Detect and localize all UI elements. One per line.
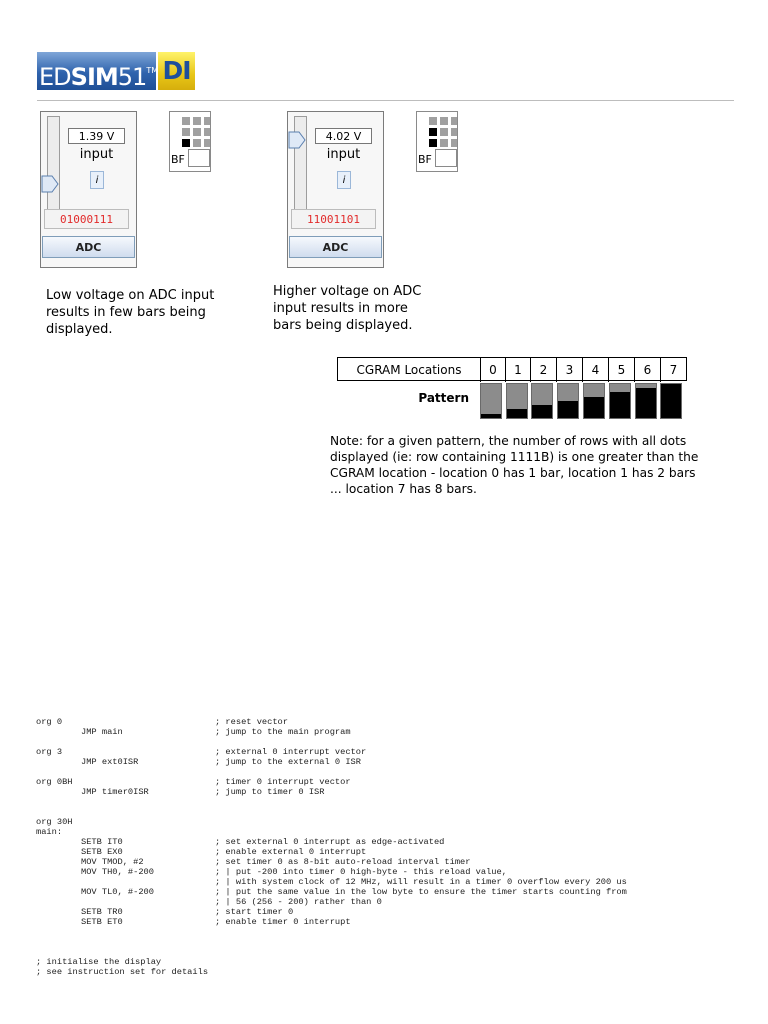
- note-line: displayed (ie: row containing 1111B) is one greater than the: [330, 450, 699, 464]
- cgram-pattern-fill: [636, 388, 656, 418]
- lcd-cell: [440, 117, 448, 125]
- lcd-cell: [204, 117, 210, 125]
- caption-line: Low voltage on ADC input: [46, 288, 215, 303]
- lcd-cell: [193, 139, 201, 147]
- input-label: input: [326, 147, 361, 162]
- cgram-pattern: [506, 383, 528, 419]
- caption-line: bars being displayed.: [273, 318, 413, 333]
- code-comment: ; reset vector: [215, 717, 288, 727]
- lcd-preview-high: [416, 111, 458, 172]
- cgram-location: 1: [505, 358, 530, 382]
- lcd-cell: [204, 139, 210, 147]
- lcd-cell-bar: [429, 139, 437, 147]
- code-comment: ; set external 0 interrupt as edge-activated: [215, 837, 445, 847]
- cgram-location: 7: [660, 358, 686, 382]
- logo-text-51: 51: [117, 63, 147, 91]
- cgram-pattern: [557, 383, 579, 419]
- logo-di: DI: [158, 52, 195, 90]
- cgram-location: 5: [608, 358, 634, 382]
- code-comment: ; | put -200 into timer 0 high-byte - this reload value,: [215, 867, 507, 877]
- caption-low-voltage: [46, 287, 246, 338]
- code-comment: ; jump to timer 0 ISR: [215, 787, 325, 797]
- caption-line: displayed.: [46, 322, 113, 337]
- adc-slider-track[interactable]: [47, 116, 60, 222]
- cgram-location: 2: [530, 358, 556, 382]
- lcd-cell: [182, 128, 190, 136]
- lcd-cell-bar: [182, 139, 190, 147]
- cgram-pattern-label: Pattern: [418, 391, 469, 405]
- lcd-preview-low: [169, 111, 211, 172]
- note-line: CGRAM location - location 0 has 1 bar, location 1 has 2 bars: [330, 466, 696, 480]
- note-line: Note: for a given pattern, the number of rows with all dots: [330, 434, 687, 448]
- caption-high-voltage: [273, 283, 473, 334]
- adc-panel-low: [40, 111, 137, 268]
- code-label: org 3: [36, 747, 63, 757]
- busy-flag-label: BF: [171, 153, 185, 166]
- code-label: main:: [36, 827, 63, 837]
- adc-binary-value: 11001101: [291, 209, 376, 229]
- code-instruction: SETB TR0: [81, 907, 123, 917]
- cgram-pattern-fill: [481, 414, 501, 418]
- cgram-pattern: [480, 383, 502, 419]
- lcd-cell: [451, 117, 457, 125]
- caption-line: results in few bars being: [46, 305, 206, 320]
- cgram-pattern-fill: [661, 384, 681, 418]
- code-instruction: SETB EX0: [81, 847, 123, 857]
- logo-tm: TM: [146, 66, 159, 75]
- code-comment: ; set timer 0 as 8-bit auto-reload interval timer: [215, 857, 471, 867]
- cgram-pattern-fill: [532, 405, 552, 418]
- code-comment: ; enable timer 0 interrupt: [215, 917, 351, 927]
- voltage-display: 1.39 V: [68, 128, 125, 144]
- adc-slider-thumb[interactable]: [288, 131, 306, 149]
- busy-flag-box: [435, 149, 457, 167]
- cgram-location: 3: [556, 358, 582, 382]
- lcd-cell: [204, 128, 210, 136]
- cgram-table: [337, 357, 687, 421]
- code-comment: ; | put the same value in the low byte to ensure the timer starts counting from: [215, 887, 627, 897]
- code-instruction: SETB ET0: [81, 917, 123, 927]
- cgram-pattern: [660, 383, 682, 419]
- note-paragraph: [330, 433, 725, 497]
- info-button[interactable]: i: [337, 171, 351, 189]
- code-instruction: SETB IT0: [81, 837, 123, 847]
- code-instruction: MOV TH0, #-200: [81, 867, 154, 877]
- lcd-cell-bar: [429, 128, 437, 136]
- logo-edsim51: [37, 52, 159, 91]
- caption-line: Higher voltage on ADC: [273, 284, 422, 299]
- input-label: input: [79, 147, 114, 162]
- lcd-cell: [193, 128, 201, 136]
- lcd-cell: [182, 117, 190, 125]
- code-instruction: MOV TMOD, #2: [81, 857, 144, 867]
- code-comment: ; | 56 (256 - 200) rather than 0: [215, 897, 382, 907]
- adc-panel-high: [287, 111, 384, 268]
- adc-button[interactable]: ADC: [289, 236, 382, 258]
- lcd-cell: [429, 117, 437, 125]
- busy-flag-label: BF: [418, 153, 432, 166]
- lcd-cell: [440, 139, 448, 147]
- code-label: ; initialise the display: [36, 957, 162, 967]
- info-button[interactable]: i: [90, 171, 104, 189]
- cgram-pattern: [531, 383, 553, 419]
- code-instruction: JMP main: [81, 727, 123, 737]
- note-line: ... location 7 has 8 bars.: [330, 482, 477, 496]
- code-comment: ; jump to the external 0 ISR: [215, 757, 361, 767]
- adc-button[interactable]: ADC: [42, 236, 135, 258]
- cgram-location: 6: [634, 358, 660, 382]
- code-instruction: MOV TL0, #-200: [81, 887, 154, 897]
- code-label: org 30H: [36, 817, 73, 827]
- lcd-cell: [451, 128, 457, 136]
- code-comment: ; enable external 0 interrupt: [215, 847, 367, 857]
- cgram-pattern-fill: [507, 409, 527, 418]
- cgram-header-label: CGRAM Locations: [356, 363, 462, 377]
- busy-flag-box: [188, 149, 210, 167]
- cgram-pattern: [583, 383, 605, 419]
- edsim51-di-logo: [37, 52, 195, 90]
- code-label: org 0BH: [36, 777, 73, 787]
- cgram-pattern: [609, 383, 631, 419]
- code-comment: ; start timer 0: [215, 907, 294, 917]
- logo-text-sim: SIM: [70, 63, 118, 91]
- lcd-cell: [451, 139, 457, 147]
- cgram-location: 0: [480, 358, 505, 382]
- code-instruction: JMP timer0ISR: [81, 787, 149, 797]
- cgram-pattern-fill: [558, 401, 578, 418]
- code-label: org 0: [36, 717, 63, 727]
- code-instruction: JMP ext0ISR: [81, 757, 139, 767]
- code-comment: ; timer 0 interrupt vector: [215, 777, 351, 787]
- voltage-display: 4.02 V: [315, 128, 372, 144]
- lcd-cell: [193, 117, 201, 125]
- logo-text-ed: ED: [39, 63, 71, 91]
- header-divider: [37, 100, 734, 101]
- cgram-location: 4: [582, 358, 608, 382]
- code-comment: ; | with system clock of 12 MHz, will result in a timer 0 overflow every 200 us: [215, 877, 627, 887]
- cgram-pattern-fill: [584, 397, 604, 418]
- code-label: ; see instruction set for details: [36, 967, 209, 977]
- cgram-pattern: [635, 383, 657, 419]
- cgram-pattern-fill: [610, 392, 630, 418]
- code-comment: ; external 0 interrupt vector: [215, 747, 367, 757]
- adc-binary-value: 01000111: [44, 209, 129, 229]
- lcd-cell: [440, 128, 448, 136]
- code-comment: ; jump to the main program: [215, 727, 351, 737]
- adc-slider-thumb[interactable]: [41, 175, 59, 193]
- cgram-header-row: [337, 357, 687, 381]
- caption-line: input results in more: [273, 301, 408, 316]
